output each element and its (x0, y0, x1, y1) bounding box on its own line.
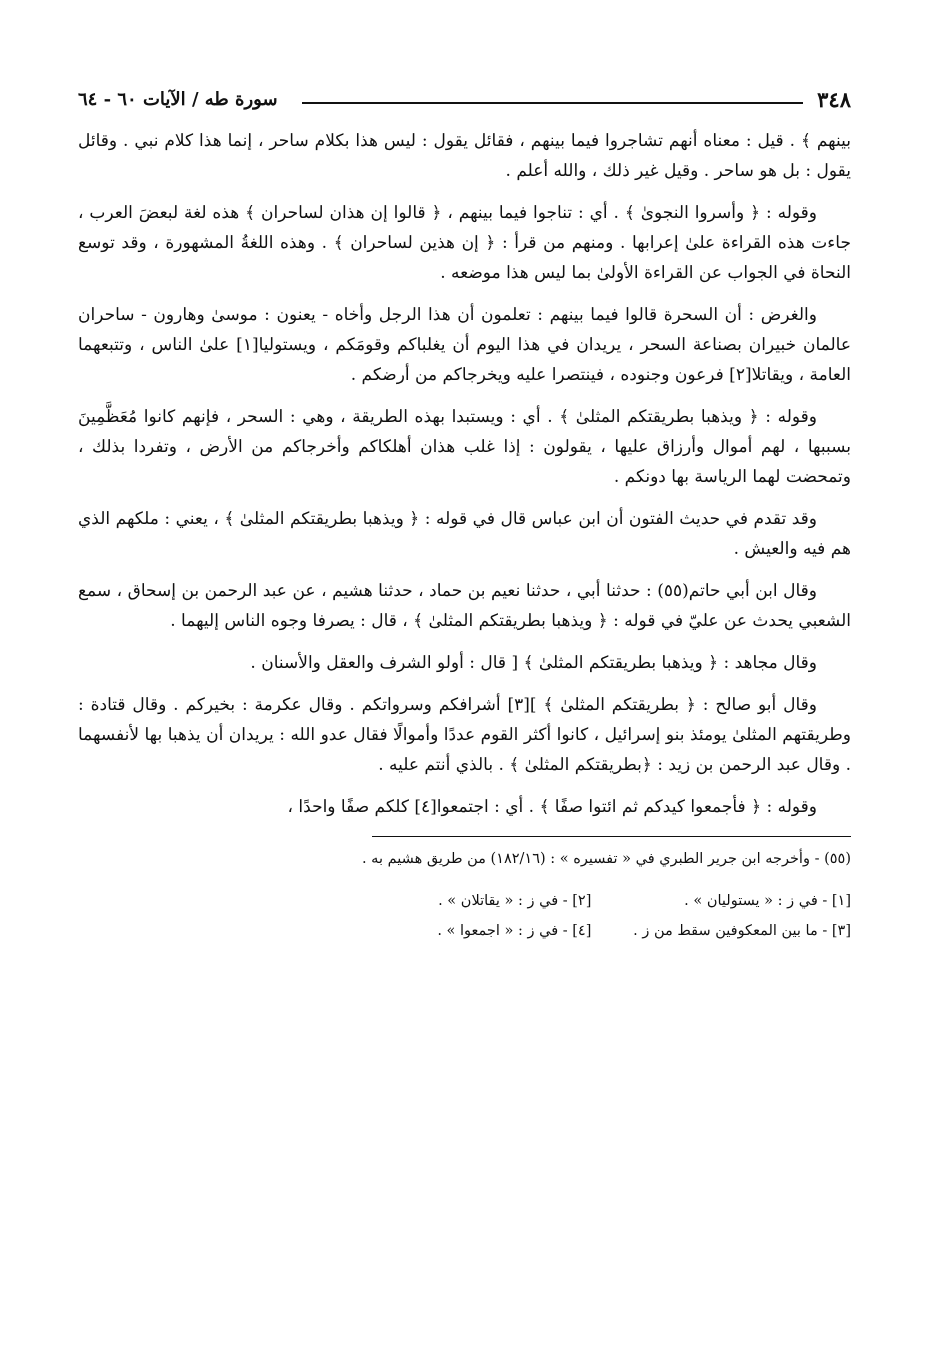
variant-note-2: [٢] - في ز : « يقاتلان » . (438, 893, 592, 909)
paragraph-6: وقال ابن أبي حاتم(٥٥) : حدثنا أبي ، حدثنا نعيم بن حماد ، حدثنا هشيم ، عن عبد الرحمن بن إسحاق ، سمع الشعبي يحدث عن عليّ في قوله : ﴿ ويذهبا بطريقتكم المثلىٰ ﴾ ، قال : يصرفا وجوه الناس إليهما . (78, 581, 851, 631)
page-number: ٣٤٨ (817, 86, 851, 112)
variant-note-4: [٤] - في ز : « اجمعوا » . (437, 923, 592, 939)
variant-note-3: [٣] - ما بين المعكوفين سقط من ز . (633, 923, 851, 939)
page-header (78, 82, 851, 116)
body-text (78, 126, 851, 822)
footnotes (361, 836, 851, 943)
paragraph-5: وقد تقدم في حديث الفتون أن ابن عباس قال في قوله : ﴿ ويذهبا بطريقتكم المثلىٰ ﴾ ، يعني : ملكهم الذي هم فيه والعيش . (78, 509, 851, 559)
paragraph-8: وقال أبو صالح : ﴿ بطريقتكم المثلىٰ ﴾ ][٣] أشرافكم وسرواتكم . وقال عكرمة : بخيركم . وقال قتادة : وطريقتهم المثلىٰ يومئذ بنو إسرائيل ، كانوا أكثر القوم عددًا وأموالًا فقال عدو الله : يريدان أن يذهبا بها لأنفسهما . وقال عبد الرحمن بن زيد : ﴿بطريقتكم المثلىٰ ﴾ . بالذي أنتم عليه . (78, 695, 851, 775)
paragraph-9: وقوله : ﴿ فأجمعوا كيدكم ثم ائتوا صفًا ﴾ . أي : اجتمعوا[٤] كلكم صفًا واحدًا ، (287, 797, 817, 817)
paragraph-3: والغرض : أن السحرة قالوا فيما بينهم : تعلمون أن هذا الرجل وأخاه - يعنون : موسىٰ وهارون - ساحران عالمان خبيران بصناعة السحر ، يريدان في هذا اليوم أن يغلباكم وقومَكم ، ويستوليا[١] علىٰ الناس ، وتتبعهما العامة ، ويقاتلا[٢] فرعون وجنوده ، فينتصرا عليه ويخرجاكم من أرضكم . (78, 305, 851, 385)
paragraph-2: وقوله : ﴿ وأسروا النجوىٰ ﴾ . أي : تناجوا فيما بينهم ، ﴿ قالوا إن هذان لساحران ﴾ هذه لغة لبعضَ العرب ، جاءت هذه القراءة علىٰ إعرابها . ومنهم من قرأ : ﴿ إن هذين لساحران ﴾ . وهذه اللغةُ المشهورة ، وقد توسع النحاة في الجواب عن القراءة الأولىٰ بما ليس هذا موضعه . (78, 203, 851, 283)
variant-note-1: [١] - في ز : « يستوليان » . (684, 893, 851, 909)
paragraph-4: وقوله : ﴿ ويذهبا بطريقتكم المثلىٰ ﴾ . أي : ويستبدا بهذه الطريقة ، وهي : السحر ، فإنهم كانوا مُعَظَّمِينَ بسببها ، لهم أموال وأرزاق عليها ، يقولون : إذا غلب هذان أهلكاكم وأخرجاكم من الأرض ، وتفردا بذلك ، وتمحضت لهما الرياسة بها دونكم . (78, 407, 851, 487)
paragraph-7: وقال مجاهد : ﴿ ويذهبا بطريقتكم المثلىٰ ﴾ [ قال : أولو الشرف والعقل والأسنان . (250, 653, 817, 673)
running-title: سورة طه / الآيات ٦٠ - ٦٤ (78, 88, 278, 110)
variant-notes (372, 889, 851, 943)
header-rule (302, 102, 804, 104)
footnote-55: (٥٥) - وأخرجه ابن جرير الطبري في « تفسيره » : (١٨٢/١٦) من طريق هشيم به . (361, 851, 851, 867)
paragraph-1: بينهم ﴾ . قيل : معناه أنهم تشاجروا فيما بينهم ، فقائل يقول : ليس هذا بكلام ساحر ، إنما هذا كلام نبي . وقائل يقول : بل هو ساحر . وقيل غير ذلك ، والله أعلم . (78, 131, 851, 181)
